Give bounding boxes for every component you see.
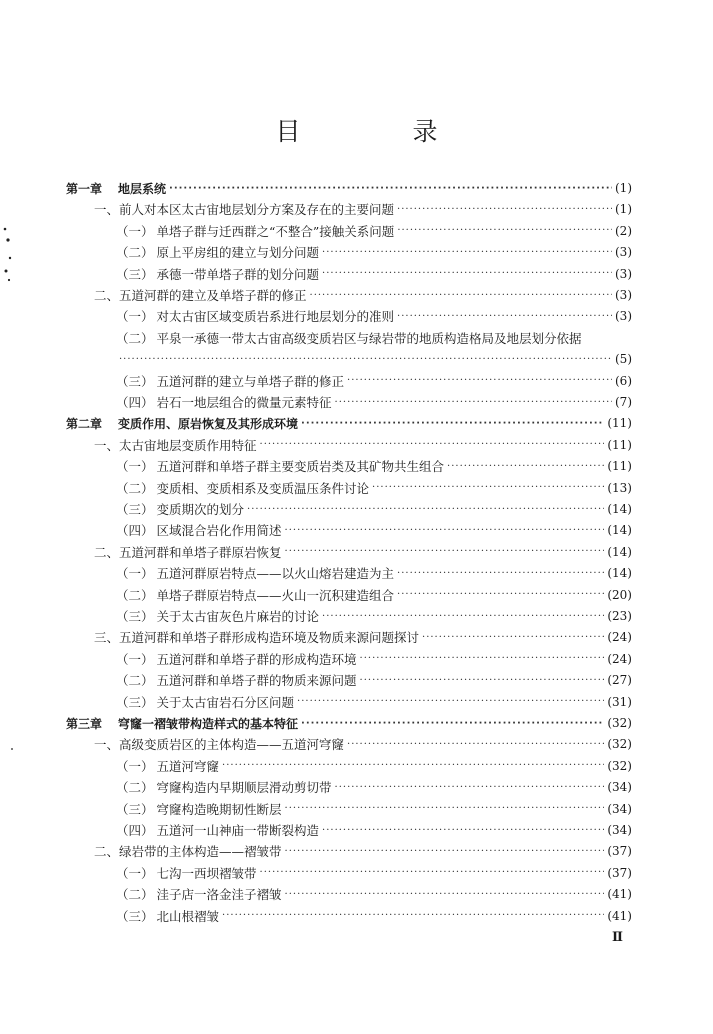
toc-entry-text: 关于太古宙岩石分区问题 bbox=[156, 694, 295, 710]
toc-page-number: (3) bbox=[615, 288, 632, 302]
toc-page-number: (41) bbox=[607, 887, 632, 902]
toc-entry-text: 三、五道河群和单塔子群形成构造环境及物质来源问题探讨 bbox=[94, 630, 420, 646]
toc-page-number: (32) bbox=[607, 758, 632, 773]
toc-page-number: (20) bbox=[607, 587, 632, 602]
toc-entry-text: 二、绿岩带的主体构造——褶皱带 bbox=[94, 844, 282, 860]
toc-entry-text: 五道河群的建立与单塔子群的修正 bbox=[156, 373, 345, 389]
toc-entry-text: 穹窿一褶皱带构造样式的基本特征 bbox=[118, 716, 299, 731]
toc-entry-text: 五道河穹窿 bbox=[156, 758, 220, 774]
toc-number: （三） bbox=[116, 801, 154, 817]
toc-entry-text: 平泉一承德一带太古宙高级变质岩区与绿岩带的地质构造格局及地层划分依据 bbox=[156, 330, 582, 346]
toc-page-number: (34) bbox=[607, 801, 632, 816]
toc-entry-text: 穹窿构造晚期韧性断层 bbox=[156, 801, 282, 817]
toc-entry-text: 五道河群和单塔子群的物质来源问题 bbox=[156, 673, 357, 689]
toc-entry-text: 岩石一地层组合的微量元素特征 bbox=[156, 395, 332, 410]
toc-page-number: (3) bbox=[615, 266, 632, 281]
toc-page-number: (27) bbox=[607, 673, 632, 688]
toc-number: （三） bbox=[116, 609, 154, 624]
toc-entry-text: 单塔子群原岩特点——火山一沉积建造组合 bbox=[156, 587, 395, 603]
toc-entry-text: 变质相、变质相系及变质温压条件讨论 bbox=[156, 480, 370, 496]
toc-page-number: (24) bbox=[607, 651, 632, 666]
toc-page-number: (31) bbox=[607, 694, 632, 709]
toc-page-number: (6) bbox=[615, 373, 632, 388]
toc-number: （二） bbox=[116, 480, 154, 496]
toc-page-number: (2) bbox=[615, 223, 632, 238]
toc-entry-text: 区域混合岩化作用简述 bbox=[156, 523, 282, 539]
toc-number: （二） bbox=[116, 673, 154, 689]
toc-page-number: (3) bbox=[615, 309, 632, 324]
toc-page-number: (1) bbox=[615, 202, 632, 217]
toc-number: 第一章 bbox=[66, 181, 103, 196]
toc-page-number: (14) bbox=[607, 523, 632, 538]
toc-number: （四） bbox=[116, 523, 154, 539]
toc-page-number: (3) bbox=[615, 245, 632, 260]
toc-number: （二） bbox=[116, 887, 154, 903]
toc-entry-text: 一、前人对本区太古宙地层划分方案及存在的主要问题 bbox=[94, 202, 395, 218]
toc-page-number: (11) bbox=[607, 459, 632, 474]
toc-page-number: (23) bbox=[607, 609, 632, 623]
toc-number: （二） bbox=[116, 245, 154, 261]
toc-number: （二） bbox=[116, 330, 154, 346]
toc-number: （三） bbox=[116, 266, 154, 282]
toc-entry-text: 原上平房组的建立与划分问题 bbox=[156, 245, 320, 261]
toc-page-number: (5) bbox=[615, 352, 632, 367]
toc-entry-text: 承德一带单塔子群的划分问题 bbox=[156, 266, 320, 282]
toc-number: （三） bbox=[116, 373, 154, 389]
toc-number: （三） bbox=[116, 502, 154, 517]
toc-number: （四） bbox=[116, 823, 154, 838]
toc-entry-text: 北山根褶皱 bbox=[156, 908, 220, 924]
toc-number: 第二章 bbox=[66, 416, 103, 431]
toc-page-number: (1) bbox=[615, 181, 632, 195]
toc-entry-text: 变质作用、原岩恢复及其形成环境 bbox=[118, 416, 299, 431]
toc-number: （一） bbox=[116, 651, 154, 667]
toc-entry-text: 关于太古宙灰色片麻岩的讨论 bbox=[156, 609, 320, 624]
toc-page-number: (13) bbox=[607, 480, 632, 495]
toc-number: （一） bbox=[116, 865, 154, 881]
toc-page-number: (11) bbox=[607, 416, 632, 431]
toc-number: （三） bbox=[116, 694, 154, 710]
toc-page-number: (14) bbox=[607, 566, 632, 581]
toc-entry-text: 变质期次的划分 bbox=[156, 502, 245, 517]
toc-number: （四） bbox=[116, 395, 154, 410]
page-title: 目 录 bbox=[275, 117, 490, 146]
toc-page-number: (14) bbox=[607, 544, 632, 559]
toc-number: （一） bbox=[116, 223, 154, 239]
toc-number: （二） bbox=[116, 780, 154, 796]
toc-page-number: (11) bbox=[607, 437, 632, 452]
toc-entry-text: 穹窿构造内早期顺层滑动剪切带 bbox=[156, 780, 332, 796]
toc-entry-text: 五道河群原岩特点——以火山熔岩建造为主 bbox=[156, 566, 395, 582]
toc-entry-text: 七沟一西坝褶皱带 bbox=[156, 865, 257, 881]
toc-number: （二） bbox=[116, 587, 154, 603]
toc-entry-text: 五道河群和单塔子群主要变质岩类及其矿物共生组合 bbox=[156, 459, 445, 475]
toc-number: （一） bbox=[116, 309, 154, 325]
toc-page-number: (37) bbox=[607, 865, 632, 880]
toc-number: （一） bbox=[116, 758, 154, 774]
toc-page-number: (37) bbox=[607, 844, 632, 859]
toc-page-number: (32) bbox=[607, 737, 632, 752]
toc-page-number: (34) bbox=[607, 823, 632, 837]
toc-page-number: (14) bbox=[607, 502, 632, 516]
toc-number: 第三章 bbox=[66, 716, 103, 731]
toc-entry-text: 洼子店一洛金洼子褶皱 bbox=[156, 887, 282, 903]
toc-page-number: (7) bbox=[615, 395, 632, 409]
toc-entry-text: 五道河一山神庙一带断裂构造 bbox=[156, 823, 320, 838]
toc-entry-text: 五道河群和单塔子群的形成构造环境 bbox=[156, 651, 357, 667]
toc-number: （一） bbox=[116, 459, 154, 475]
toc-entry-text: 一、高级变质岩区的主体构造——五道河穹窿 bbox=[94, 737, 345, 753]
toc-entry-text: 地层系统 bbox=[118, 181, 167, 196]
toc-entry-text: 单塔子群与迁西群之“不整合”接触关系问题 bbox=[156, 223, 395, 239]
toc-entry-text: 对太古宙区域变质岩系进行地层划分的准则 bbox=[156, 309, 395, 325]
toc-number: （一） bbox=[116, 566, 154, 582]
toc-page-number: (34) bbox=[607, 780, 632, 795]
toc-number: （三） bbox=[116, 908, 154, 924]
toc-entry-text: 二、五道河群的建立及单塔子群的修正 bbox=[94, 288, 307, 303]
toc-entry-text: 一、太古宙地层变质作用特征 bbox=[94, 437, 257, 453]
toc-page-number: (32) bbox=[607, 716, 632, 730]
toc-entry-text: 二、五道河群和单塔子群原岩恢复 bbox=[94, 544, 282, 560]
toc-page-number: (41) bbox=[607, 908, 632, 923]
page-folio: Ⅱ bbox=[612, 930, 623, 945]
toc-page-number: (24) bbox=[607, 630, 632, 645]
